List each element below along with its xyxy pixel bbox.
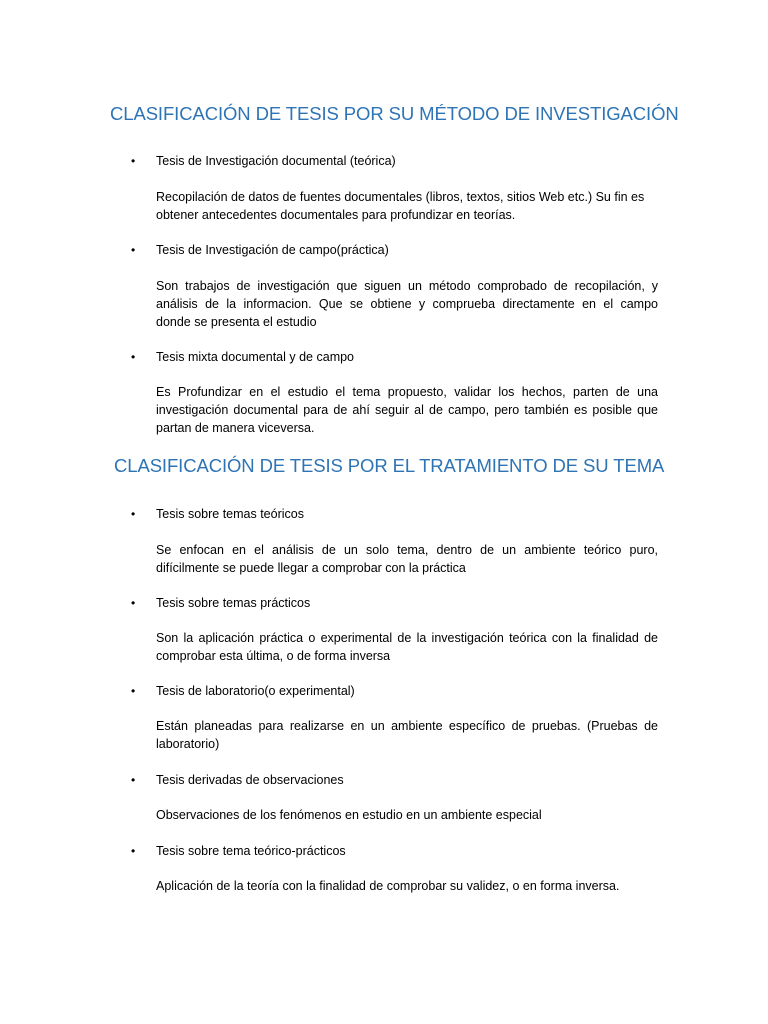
item-description [156, 277, 658, 331]
item-title: Tesis mixta documental y de campo [156, 350, 355, 364]
bullet-icon: • [131, 350, 136, 364]
description-line: Aplicación de la teoría con la finalidad de comprobar su validez, o en forma inversa. [156, 879, 620, 893]
item-description [156, 541, 658, 577]
description-line: partan de manera viceversa. [156, 421, 315, 435]
description-line: Recopilación de datos de fuentes documentales (libros, textos, sitios Web etc.) Su fin es [156, 190, 645, 204]
bullet-icon: • [131, 684, 136, 698]
item-title: Tesis de Investigación documental (teórica) [156, 154, 396, 168]
item-title: Tesis de laboratorio(o experimental) [156, 684, 355, 698]
description-line: Son la aplicación práctica o experimental de la investigación teórica con la finalidad de [156, 631, 658, 645]
description-line: comprobar esta última, o de forma inversa [156, 649, 391, 663]
description-line: investigación documental para de ahí seguir al de campo, pero también es posible que [156, 403, 658, 417]
description-line: Se enfocan en el análisis de un solo tema, dentro de un ambiente teórico puro, [156, 543, 658, 557]
description-line: obtener antecedentes documentales para profundizar en teorías. [156, 208, 516, 222]
description-line: Son trabajos de investigación que siguen un método comprobado de recopilación, y [156, 279, 658, 293]
item-title: Tesis sobre temas prácticos [156, 596, 311, 610]
section-heading-treatment: CLASIFICACIÓN DE TESIS POR EL TRATAMIENTO DE SU TEMA [114, 455, 665, 476]
section-heading-method: CLASIFICACIÓN DE TESIS POR SU MÉTODO DE INVESTIGACIÓN [110, 103, 679, 124]
bullet-icon: • [131, 773, 136, 787]
item-description [156, 806, 658, 824]
item-description [156, 877, 658, 895]
description-line: Es Profundizar en el estudio el tema propuesto, validar los hechos, parten de una [156, 385, 658, 399]
item-description [156, 629, 658, 665]
item-title: Tesis sobre temas teóricos [156, 507, 304, 521]
item-description [156, 188, 658, 224]
bullet-icon: • [131, 154, 136, 168]
description-line: donde se presenta el estudio [156, 315, 317, 329]
item-title: Tesis sobre tema teórico-prácticos [156, 844, 346, 858]
bullet-icon: • [131, 596, 136, 610]
item-title: Tesis de Investigación de campo(práctica) [156, 243, 389, 257]
item-description [156, 383, 658, 437]
bullet-icon: • [131, 844, 136, 858]
description-line: Están planeadas para realizarse en un ambiente específico de pruebas. (Pruebas de [156, 719, 658, 733]
item-description [156, 717, 658, 753]
description-line: laboratorio) [156, 737, 220, 751]
bullet-icon: • [131, 507, 136, 521]
bullet-icon: • [131, 243, 136, 257]
item-title: Tesis derivadas de observaciones [156, 773, 344, 787]
description-line: difícilmente se puede llegar a comprobar con la práctica [156, 561, 466, 575]
description-line: análisis de la informacion. Que se obtiene y comprueba directamente en el campo [156, 297, 658, 311]
description-line: Observaciones de los fenómenos en estudio en un ambiente especial [156, 808, 542, 822]
